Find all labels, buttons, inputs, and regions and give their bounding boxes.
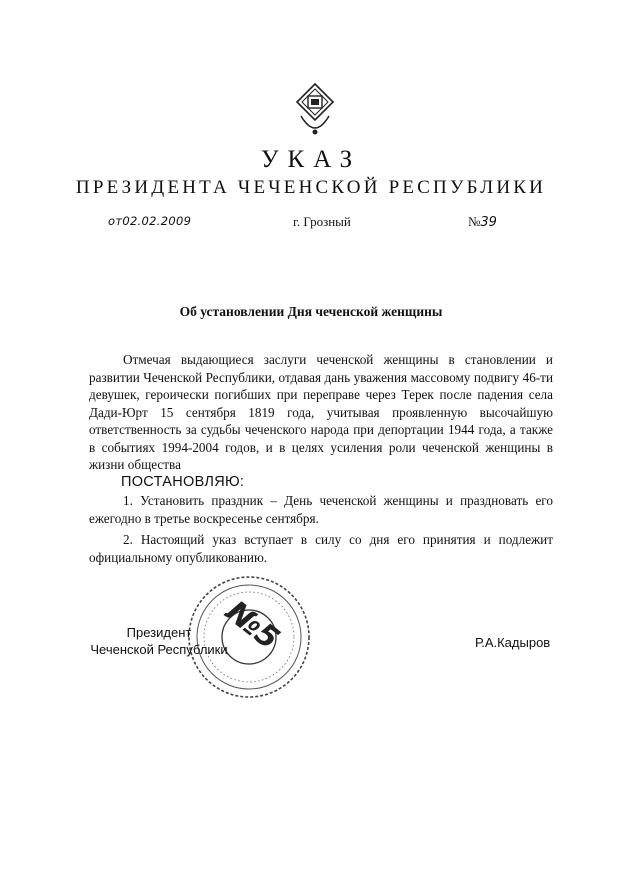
- document-subject: Об установлении Дня чеченской женщины: [179, 304, 443, 319]
- signature-title: [89, 624, 229, 658]
- signature-title-line2: Чеченской Республики: [90, 642, 228, 657]
- stamp-number: №5: [219, 594, 286, 657]
- date-value: 02.02.2009: [122, 214, 192, 228]
- date-prefix: от: [108, 214, 123, 228]
- document-subtitle: ПРЕЗИДЕНТА ЧЕЧЕНСКОЙ РЕСПУБЛИКИ: [75, 177, 547, 198]
- number-value: 39: [480, 215, 497, 230]
- decree-item-1: 1. Установить праздник – День чеченской женщины и праздновать его ежегодно в третье воскресенье сентября.: [89, 493, 553, 526]
- document-title: УКАЗ: [260, 146, 362, 173]
- signature-name: Р.А.Кадыров: [475, 635, 551, 650]
- decree-word: ПОСТАНОВЛЯЮ:: [121, 474, 245, 490]
- document-date: [108, 214, 191, 228]
- document-city: г. Грозный: [293, 214, 351, 229]
- document-number: [468, 214, 497, 230]
- number-prefix: №: [468, 214, 481, 229]
- signature-title-line1: Президент: [126, 625, 192, 640]
- coat-of-arms-icon: [293, 82, 337, 144]
- decree-item-2: 2. Настоящий указ вступает в силу со дня его принятия и подлежит официальному опубликованию.: [89, 532, 553, 565]
- preamble-paragraph: Отмечая выдающиеся заслуги чеченской женщины в становлении и развитии Чеченской Республики, отдавая дань уважения массовому подвигу 46-ти девушек, героически погибших при переправе через Терек после падения села Дади-Юрт 15 сентября 1819 года, учитывая проявленную высочайшую ответственность за судьбы чеченского народа при депортации 1944 года, а также в событиях 1994-2004 годов, и в целях усиления роли чеченской женщины в жизни общества: [89, 352, 553, 472]
